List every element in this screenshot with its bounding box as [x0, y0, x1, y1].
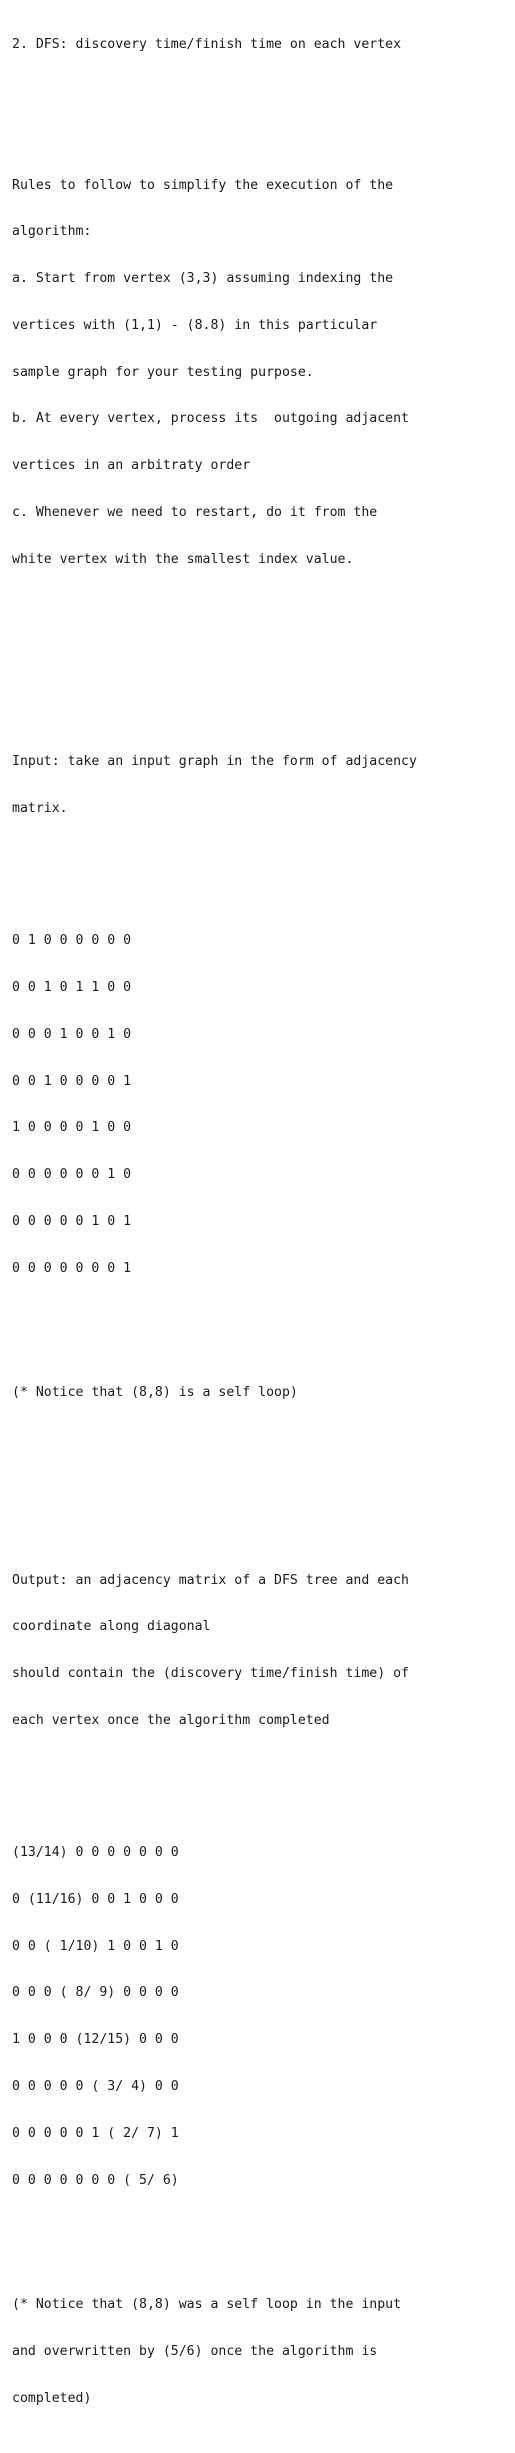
matrix-row: 0 0 0 0 0 0 0 1	[12, 1260, 132, 1276]
input-description-line: Input: take an input graph in the form of adjacency	[12, 754, 417, 770]
matrix-row: 1 0 0 0 (12/15) 0 0 0	[12, 2032, 179, 2048]
matrix-row: 0 0 0 1 0 0 1 0	[12, 1026, 132, 1042]
rules-line: vertices with (1,1) - (8.8) in this particular	[12, 317, 378, 333]
output-note-line: (* Notice that (8,8) was a self loop in the input	[12, 2297, 402, 2313]
spacer	[12, 645, 507, 676]
matrix-row: 0 0 ( 1/10) 1 0 0 1 0	[12, 1938, 179, 1954]
spacer	[12, 2251, 507, 2267]
output-block	[12, 1541, 507, 2437]
matrix-row: 0 0 0 0 0 0 0 ( 5/ 6)	[12, 2172, 179, 2188]
rules-block	[12, 146, 507, 598]
rules-line: Rules to follow to simplify the execution of the	[12, 177, 394, 193]
output-description-line: Output: an adjacency matrix of a DFS tree and each	[12, 1572, 409, 1588]
input-note: (* Notice that (8,8) is a self loop)	[12, 1385, 298, 1401]
matrix-row: 0 0 0 0 0 1 0 1	[12, 1213, 132, 1229]
rules-line: vertices in an arbitraty order	[12, 458, 251, 474]
rules-line: sample graph for your testing purpose.	[12, 364, 314, 380]
spacer	[12, 1339, 507, 1355]
matrix-row: 0 0 0 0 0 ( 3/ 4) 0 0	[12, 2079, 179, 2094]
spacer	[12, 1479, 507, 1495]
matrix-row: (13/14) 0 0 0 0 0 0 0	[12, 1845, 179, 1861]
document-body	[12, 6, 507, 2453]
rules-line: c. Whenever we need to restart, do it from the	[12, 505, 378, 520]
matrix-row: 0 0 1 0 1 1 0 0	[12, 980, 132, 996]
matrix-row: 0 0 1 0 0 0 0 1	[12, 1073, 132, 1089]
input-description-line: matrix.	[12, 801, 68, 817]
output-note-line: completed)	[12, 2390, 92, 2406]
rules-line: algorithm:	[12, 224, 92, 240]
spacer	[12, 848, 507, 871]
output-note-line: and overwritten by (5/6) once the algorithm is	[12, 2344, 378, 2360]
input-matrix	[12, 902, 507, 1307]
output-matrix	[12, 1814, 507, 2219]
matrix-row: 0 0 0 ( 8/ 9) 0 0 0 0	[12, 1985, 179, 2001]
section-heading: 2. DFS: discovery time/finish time on each vertex	[12, 37, 402, 53]
matrix-row: 0 0 0 0 0 0 1 0	[12, 1167, 132, 1183]
matrix-row: 0 0 0 0 0 1 ( 2/ 7) 1	[12, 2125, 179, 2141]
matrix-row: 0 1 0 0 0 0 0 0	[12, 933, 132, 949]
output-description-line: should contain the (discovery time/finish time) of	[12, 1666, 409, 1682]
output-description-line: each vertex once the algorithm completed	[12, 1712, 330, 1728]
spacer	[12, 84, 507, 100]
rules-line: b. At every vertex, process its outgoing adjacent	[12, 411, 409, 427]
spacer	[12, 1760, 507, 1783]
input-block	[12, 723, 507, 1432]
matrix-row: 0 (11/16) 0 0 1 0 0 0	[12, 1891, 179, 1907]
rules-line: a. Start from vertex (3,3) assuming indexing the	[12, 271, 394, 287]
matrix-row: 1 0 0 0 0 1 0 0	[12, 1120, 132, 1136]
output-description-line: coordinate along diagonal	[12, 1619, 211, 1635]
rules-line: white vertex with the smallest index value.	[12, 551, 354, 567]
